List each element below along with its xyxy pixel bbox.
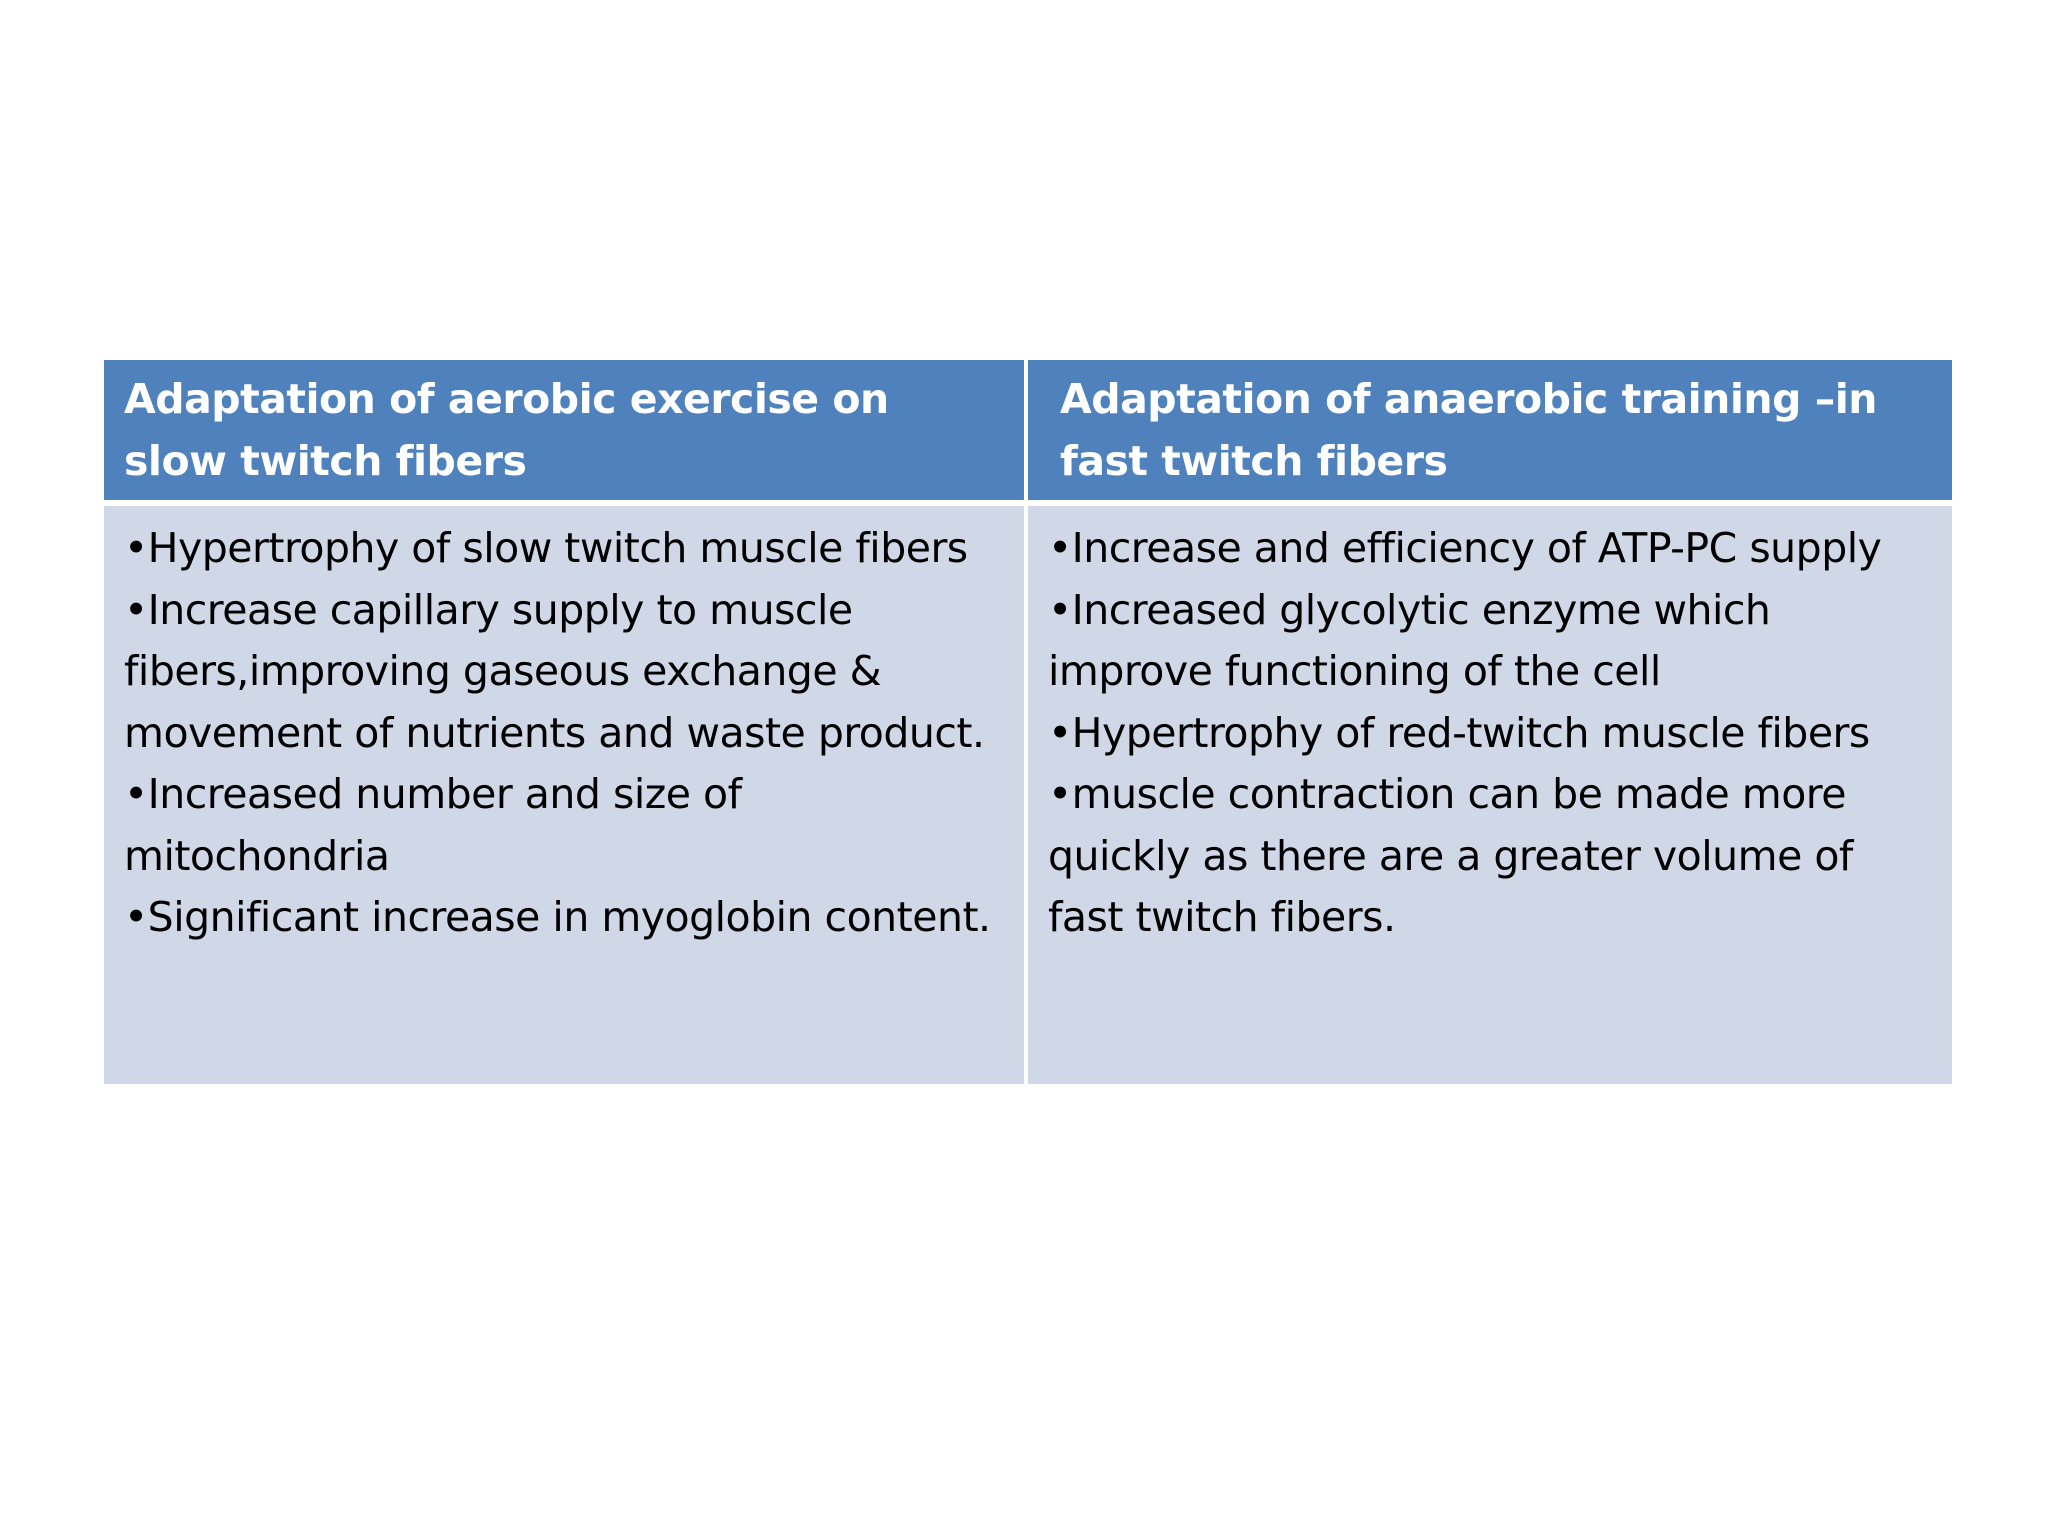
list-item: •Hypertrophy of red-twitch muscle fibers	[1048, 708, 1870, 757]
list-item: •Increase and efficiency of ATP-PC supply	[1048, 524, 1882, 572]
table-cell-aerobic-adaptations	[104, 506, 1024, 1084]
table-header-anaerobic: Adaptation of anaerobic training –in fast twitch fibers	[1028, 360, 1952, 500]
list-item: •Increase capillary supply to muscle fibers,improving gaseous exchange & movement of nutrients and waste product.	[124, 585, 985, 757]
comparison-table	[104, 360, 1948, 1084]
table-header-aerobic: Adaptation of aerobic exercise on slow twitch fibers	[104, 360, 1024, 500]
list-item: •Significant increase in myoglobin content.	[124, 893, 991, 941]
list-item: •Increased glycolytic enzyme which improve functioning of the cell	[1048, 585, 1771, 695]
table-cell-anaerobic-adaptations	[1028, 506, 1952, 1084]
list-item: •muscle contraction can be made more quickly as there are a greater volume of fast twitch fibers.	[1048, 770, 1853, 941]
list-item: •Hypertrophy of slow twitch muscle fibers	[124, 524, 968, 572]
list-item: •Increased number and size of mitochondria	[124, 770, 742, 880]
